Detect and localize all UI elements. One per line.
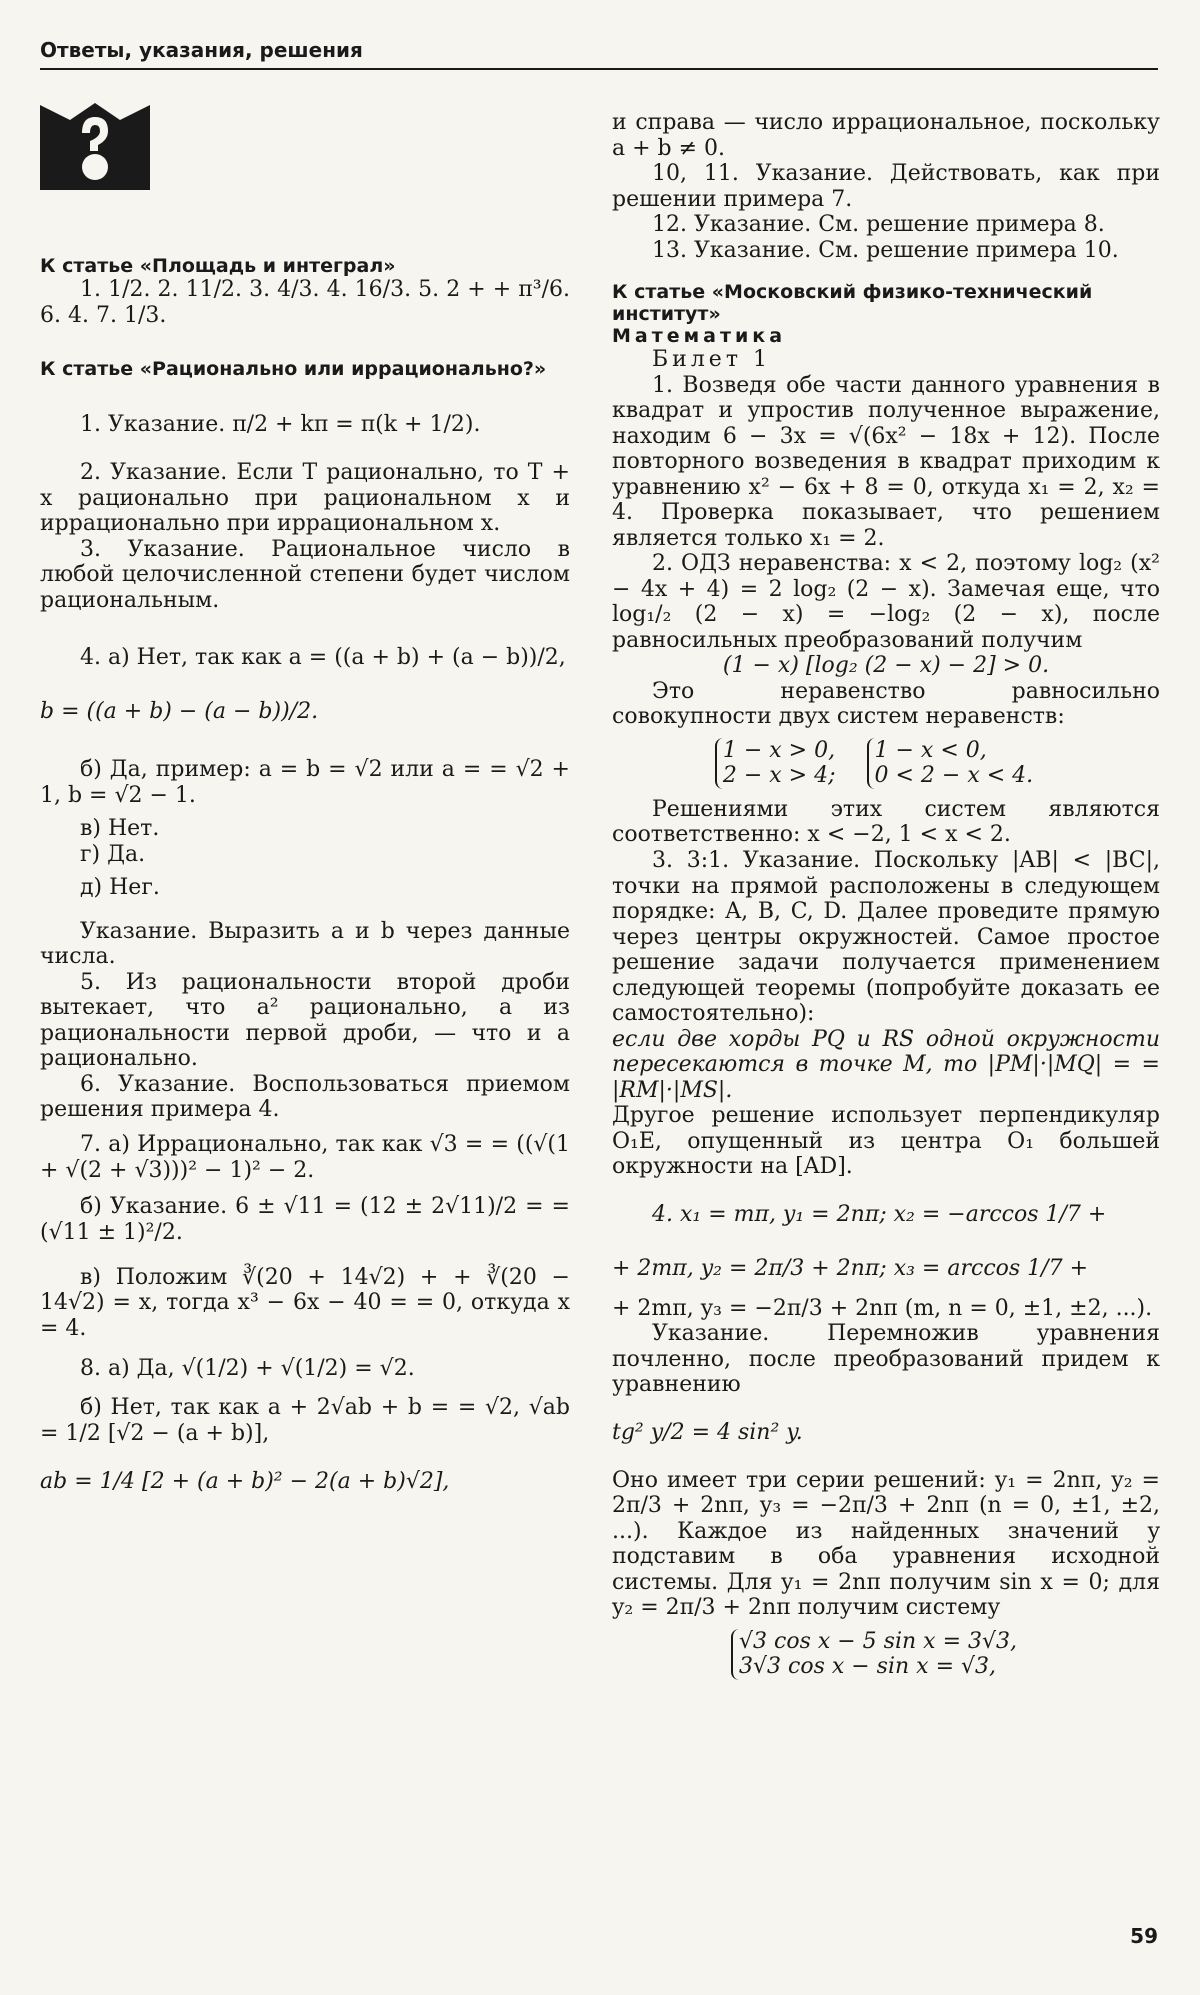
system-left-line-1: 1 − x > 0, — [722, 737, 836, 763]
rational-answer-7v: в) Положим ∛(20 + 14√2) + + ∛(20 − 14√2) = x, тогда x³ − 6x − 40 = = 0, откуда x = 4. — [40, 1264, 570, 1341]
ticket-title: Билет 1 — [652, 347, 771, 373]
rational-answer-4a-b: b = ((a + b) − (a − b))/2. — [40, 699, 319, 725]
question-mark-logo — [40, 95, 150, 190]
system-right-line-1: 1 − x < 0, — [874, 737, 987, 763]
rational-answer-4b: б) Да, пример: a = b = √2 или a = = √2 + 1, b = √2 − 1. — [40, 757, 570, 808]
ticket-answer-4-line-3: + 2mπ, y₃ = −2π/3 + 2nπ (m, n = 0, ±1, ±2, ...). — [612, 1295, 1153, 1321]
ticket-answer-3-alt: Другое решение использует перпендикуляр O₁E, опущенный из центра O₁ большей окружности на [AD]. — [612, 1103, 1160, 1180]
final-system — [612, 1629, 1160, 1680]
rational-answer-8b-ab: ab = 1/4 [2 + (a + b)² − 2(a + b)√2], — [40, 1468, 450, 1494]
left-column — [40, 255, 570, 1508]
ticket-equation-tg: tg² y/2 = 4 sin² y. — [612, 1419, 803, 1445]
rational-hint-4: Указание. Выразить a и b через данные числа. — [40, 918, 570, 970]
ticket-answer-1: 1. Возведя обе части данного уравнения в квадрат и упростив полученное выражение, находим 6 − 3x = √(6x² − 18x + 12). После повторного возведения в квадрат приходим к уравнению x² − 6x + 8 = 0, откуда x₁ = 2, x₂ = 4. Проверка показывает, что решением является только x₁ = 2. — [612, 372, 1160, 551]
rational-answer-10-11: 10, 11. Указание. Действовать, как при решении примера 7. — [612, 161, 1160, 212]
rational-answer-8b: б) Нет, так как a + 2√ab + b = = √2, √ab = 1/2 [√2 − (a + b)], — [40, 1395, 570, 1446]
ticket-answer-2-solutions: Решениями этих систем являются соответственно: x < −2, 1 < x < 2. — [612, 796, 1160, 848]
section-heading-rational: К статье «Рационально или иррационально?» — [40, 358, 547, 381]
rational-answer-4v: в) Нет. — [80, 816, 160, 842]
ticket-answer-4-line-2: + 2mπ, y₂ = 2π/3 + 2nπ; x₃ = arccos 1/7 + — [612, 1255, 1088, 1281]
ticket-answer-3-theorem: если две хорды PQ и RS одной окружности пересекаются в точке M, то |PM|·|MQ| = = |RM|·|MS|. — [612, 1026, 1160, 1103]
rational-answer-12: 12. Указание. См. решение примера 8. — [652, 212, 1105, 238]
system-right-line-2: 0 < 2 − x < 4. — [874, 763, 1034, 789]
system-left-line-2: 2 − x > 4; — [722, 763, 836, 789]
ticket-answer-3: 3. 3:1. Указание. Поскольку |AB| < |BC|, точки на прямой расположены в следующем порядке: A, B, C, D. Далее проведите прямую через центры окружностей. Самое простое решение задачи получается применением следующей теоремы (попробуйте доказать ее самостоятельно): — [612, 847, 1160, 1027]
final-system-line-2: 3√3 cos x − sin x = √3, — [739, 1654, 997, 1680]
continuation-text: и справа — число иррациональное, поскольку a + b ≠ 0. — [612, 110, 1160, 161]
rational-answer-3: 3. Указание. Рациональное число в любой целочисленной степени будет числом рациональным. — [40, 536, 570, 613]
right-column — [612, 110, 1160, 1680]
section-heading-area-integral: К статье «Площадь и интеграл» — [40, 255, 396, 277]
rational-answer-1: 1. Указание. π/2 + kπ = π(k + 1/2). — [80, 412, 481, 438]
page-number: 59 — [1130, 1924, 1158, 1948]
subsection-mathematics: Математика — [612, 325, 787, 348]
final-system-line-1: √3 cos x − 5 sin x = 3√3, — [739, 1628, 1017, 1654]
ticket-answer-2: 2. ОДЗ неравенства: x < 2, поэтому log₂ (x² − 4x + 4) = 2 log₂ (2 − x). Замечая еще, что log₁/₂ (2 − x) = −log₂ (2 − x), после равносильных преобразований получим — [612, 551, 1160, 653]
running-header — [40, 30, 1158, 70]
header-title: Ответы, указания, решения — [40, 37, 363, 62]
system-left — [715, 738, 836, 789]
system-right — [867, 738, 1034, 789]
rational-answer-4g: г) Да. — [80, 841, 146, 867]
ticket-answer-4-line-1: 4. x₁ = mπ, y₁ = 2nπ; x₂ = −arccos 1/7 + — [652, 1201, 1107, 1227]
ticket-inequality: (1 − x) [log₂ (2 − x) − 2] > 0. — [722, 653, 1050, 679]
final-system-brace — [731, 1629, 1017, 1680]
rational-answer-13: 13. Указание. См. решение примера 10. — [652, 237, 1119, 263]
rational-answer-2: 2. Указание. Если T рационально, то T + x рационально при рациональном x и иррационально при иррациональном x. — [40, 460, 570, 537]
inequality-systems — [612, 738, 1160, 789]
rational-answer-7a: 7. а) Иррационально, так как √3 = = ((√(1 + √(2 + √3)))² − 1)² − 2. — [40, 1132, 570, 1183]
ticket-answer-4-series: Оно имеет три серии решений: y₁ = 2nπ, y₂ = 2π/3 + 2nπ, y₃ = −2π/3 + 2nπ (n = 0, ±1, ±2, ...). Каждое из найденных значений y подставим в оба уравнения исходной системы. Для y₁ = 2nπ получим sin x = 0; для y₂ = 2π/3 + 2nπ получим систему — [612, 1467, 1160, 1621]
rational-answer-7b: б) Указание. 6 ± √11 = (12 ± 2√11)/2 = = (√11 ± 1)²/2. — [40, 1194, 570, 1245]
section-heading-mipt: К статье «Московский физико-технический институт» — [612, 281, 1093, 326]
ticket-answer-4-hint: Указание. Перемножив уравнения почленно, после преобразований придем к уравнению — [612, 1321, 1160, 1398]
ticket-answer-2-cont: Это неравенство равносильно совокупности двух систем неравенств: — [612, 678, 1160, 730]
rational-answer-5: 5. Из рациональности второй дроби вытекает, что a² рационально, а из рациональности первой дроби, — что и a рационально. — [40, 969, 570, 1072]
rational-answer-8a: 8. а) Да, √(1/2) + √(1/2) = √2. — [80, 1355, 415, 1381]
rational-answer-6: 6. Указание. Воспользоваться приемом решения примера 4. — [40, 1071, 570, 1123]
rational-answer-4d: д) Нег. — [80, 875, 160, 901]
answers-area-integral: 1. 1/2. 2. 11/2. 3. 4/3. 4. 16/3. 5. 2 + + π³/6. 6. 4. 7. 1/3. — [40, 277, 570, 328]
rational-answer-4a: 4. а) Нет, так как a = ((a + b) + (a − b))/2, — [80, 645, 566, 671]
